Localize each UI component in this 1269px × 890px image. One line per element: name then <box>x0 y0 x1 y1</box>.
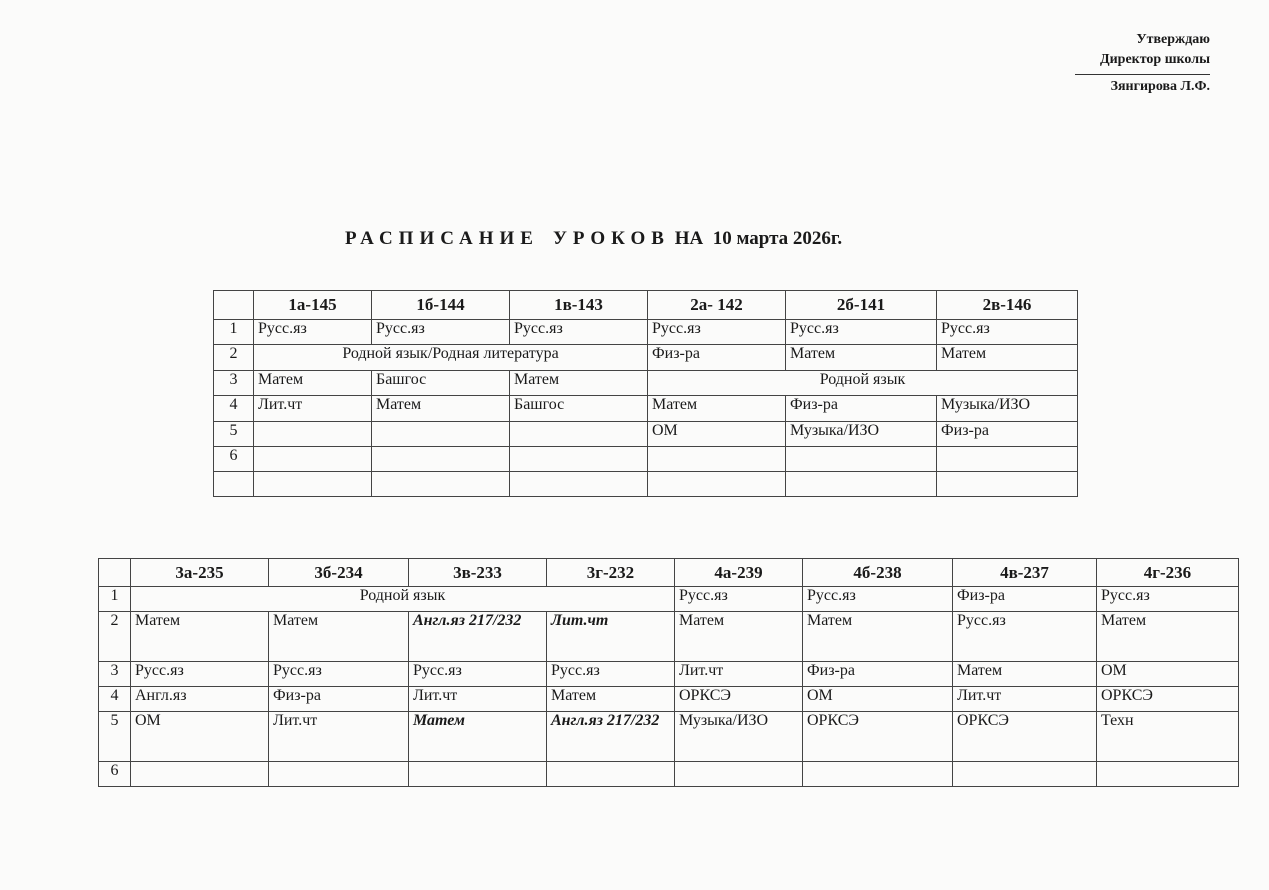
lesson-cell <box>254 472 372 497</box>
class-header: 2б-141 <box>786 291 937 320</box>
lesson-cell <box>937 447 1078 472</box>
lesson-number: 6 <box>214 447 254 472</box>
lesson-cell: Матем <box>803 612 953 662</box>
table-row <box>214 371 1078 396</box>
lesson-cell: Русс.яз <box>953 612 1097 662</box>
lesson-cell <box>510 472 648 497</box>
class-header: 3в-233 <box>409 559 547 587</box>
merged-lesson-cell: Родной язык/Родная литература <box>254 345 648 371</box>
lesson-cell: ОРКСЭ <box>675 687 803 712</box>
lesson-cell: Матем <box>953 662 1097 687</box>
table-row <box>214 422 1078 447</box>
lesson-cell: Техн <box>1097 712 1239 762</box>
lesson-cell: Матем <box>675 612 803 662</box>
lesson-cell: ОРКСЭ <box>953 712 1097 762</box>
class-header: 2а- 142 <box>648 291 786 320</box>
table-row <box>99 687 1239 712</box>
lesson-number: 5 <box>214 422 254 447</box>
lesson-cell <box>372 472 510 497</box>
merged-lesson-cell: Родной язык <box>648 371 1078 396</box>
lesson-number: 2 <box>214 345 254 371</box>
lesson-cell: Матем <box>648 396 786 422</box>
lesson-cell: Физ-ра <box>786 396 937 422</box>
lesson-cell: Русс.яз <box>803 587 953 612</box>
class-header: 3г-232 <box>547 559 675 587</box>
table-row <box>214 396 1078 422</box>
lesson-cell <box>254 447 372 472</box>
lesson-cell <box>510 447 648 472</box>
lesson-number: 6 <box>99 762 131 787</box>
lesson-cell: Лит.чт <box>547 612 675 662</box>
lesson-cell <box>937 472 1078 497</box>
lesson-cell <box>372 422 510 447</box>
lesson-number: 5 <box>99 712 131 762</box>
class-header: 2в-146 <box>937 291 1078 320</box>
lesson-cell: Лит.чт <box>953 687 1097 712</box>
lesson-cell: Русс.яз <box>254 320 372 345</box>
class-header: 3а-235 <box>131 559 269 587</box>
lesson-cell: Лит.чт <box>409 687 547 712</box>
title-word-2: УРОКОВ <box>552 228 670 249</box>
lesson-cell: Матем <box>786 345 937 371</box>
approval-name: Зянгирова Л.Ф. <box>1110 79 1210 94</box>
lesson-cell <box>269 762 409 787</box>
title-date: НА 10 марта 2026г. <box>674 228 843 249</box>
table-row <box>214 320 1078 345</box>
lesson-cell <box>547 762 675 787</box>
lesson-cell: Русс.яз <box>675 587 803 612</box>
lesson-number: 1 <box>214 320 254 345</box>
lesson-cell <box>648 447 786 472</box>
lesson-cell <box>372 447 510 472</box>
approval-position: Директор школы <box>1099 52 1210 67</box>
lesson-cell: Русс.яз <box>648 320 786 345</box>
table-row <box>214 447 1078 472</box>
lesson-cell: Русс.яз <box>937 320 1078 345</box>
lesson-cell: Русс.яз <box>547 662 675 687</box>
table-row <box>99 762 1239 787</box>
lesson-cell <box>675 762 803 787</box>
class-header: 4а-239 <box>675 559 803 587</box>
lesson-cell <box>786 447 937 472</box>
lesson-cell: Физ-ра <box>648 345 786 371</box>
lesson-cell: Физ-ра <box>937 422 1078 447</box>
lesson-number <box>214 472 254 497</box>
approval-label: Утверждаю <box>1136 32 1210 47</box>
class-header: 4б-238 <box>803 559 953 587</box>
lesson-cell: Лит.чт <box>254 396 372 422</box>
schedule-table-grades-3-4 <box>98 558 1239 787</box>
lesson-cell: ОМ <box>803 687 953 712</box>
lesson-cell: Матем <box>547 687 675 712</box>
lesson-number: 4 <box>99 687 131 712</box>
lesson-cell: ОМ <box>1097 662 1239 687</box>
lesson-cell: Матем <box>269 612 409 662</box>
class-header: 4г-236 <box>1097 559 1239 587</box>
lesson-cell: Физ-ра <box>803 662 953 687</box>
schedule-table-grades-1-2 <box>213 290 1078 497</box>
lesson-cell: ОРКСЭ <box>803 712 953 762</box>
table-row <box>99 712 1239 762</box>
lesson-cell: Матем <box>409 712 547 762</box>
signature-line <box>1075 74 1210 75</box>
lesson-cell: Русс.яз <box>372 320 510 345</box>
lesson-cell: Русс.яз <box>1097 587 1239 612</box>
table-row <box>214 345 1078 371</box>
table-row <box>99 587 1239 612</box>
lesson-cell: Матем <box>372 396 510 422</box>
merged-lesson-cell: Родной язык <box>131 587 675 612</box>
lesson-cell: Англ.яз 217/232 <box>547 712 675 762</box>
table-row <box>214 472 1078 497</box>
class-header: 1а-145 <box>254 291 372 320</box>
lesson-number: 1 <box>99 587 131 612</box>
lesson-number: 3 <box>99 662 131 687</box>
lesson-cell: Физ-ра <box>953 587 1097 612</box>
lesson-cell <box>510 422 648 447</box>
approval-block <box>1040 30 1210 97</box>
lesson-cell <box>131 762 269 787</box>
lesson-cell: Музыка/ИЗО <box>786 422 937 447</box>
lesson-cell: Башгос <box>372 371 510 396</box>
lesson-number: 2 <box>99 612 131 662</box>
lesson-cell: Музыка/ИЗО <box>675 712 803 762</box>
class-header: 4в-237 <box>953 559 1097 587</box>
class-header: 3б-234 <box>269 559 409 587</box>
lesson-cell <box>1097 762 1239 787</box>
lesson-number: 4 <box>214 396 254 422</box>
table-row <box>99 612 1239 662</box>
table-row <box>99 662 1239 687</box>
lesson-cell: Матем <box>1097 612 1239 662</box>
lesson-cell: Матем <box>254 371 372 396</box>
lesson-cell: Матем <box>510 371 648 396</box>
lesson-cell: ОМ <box>131 712 269 762</box>
page-title <box>345 228 842 250</box>
class-header: 1б-144 <box>372 291 510 320</box>
lesson-cell: Русс.яз <box>510 320 648 345</box>
title-word-1: РАСПИСАНИЕ <box>345 228 539 249</box>
lesson-cell <box>409 762 547 787</box>
lesson-cell: Русс.яз <box>269 662 409 687</box>
lesson-cell: Лит.чт <box>675 662 803 687</box>
lesson-cell: Матем <box>131 612 269 662</box>
corner-cell <box>99 559 131 587</box>
lesson-cell: ОМ <box>648 422 786 447</box>
lesson-cell: ОРКСЭ <box>1097 687 1239 712</box>
corner-cell <box>214 291 254 320</box>
lesson-cell: Матем <box>937 345 1078 371</box>
header-row <box>214 291 1078 320</box>
lesson-cell: Англ.яз 217/232 <box>409 612 547 662</box>
lesson-number: 3 <box>214 371 254 396</box>
lesson-cell: Русс.яз <box>131 662 269 687</box>
lesson-cell <box>803 762 953 787</box>
header-row <box>99 559 1239 587</box>
lesson-cell <box>953 762 1097 787</box>
lesson-cell: Музыка/ИЗО <box>937 396 1078 422</box>
lesson-cell: Англ.яз <box>131 687 269 712</box>
class-header: 1в-143 <box>510 291 648 320</box>
lesson-cell <box>786 472 937 497</box>
lesson-cell: Лит.чт <box>269 712 409 762</box>
lesson-cell <box>648 472 786 497</box>
lesson-cell: Физ-ра <box>269 687 409 712</box>
lesson-cell: Русс.яз <box>409 662 547 687</box>
lesson-cell <box>254 422 372 447</box>
lesson-cell: Башгос <box>510 396 648 422</box>
lesson-cell: Русс.яз <box>786 320 937 345</box>
